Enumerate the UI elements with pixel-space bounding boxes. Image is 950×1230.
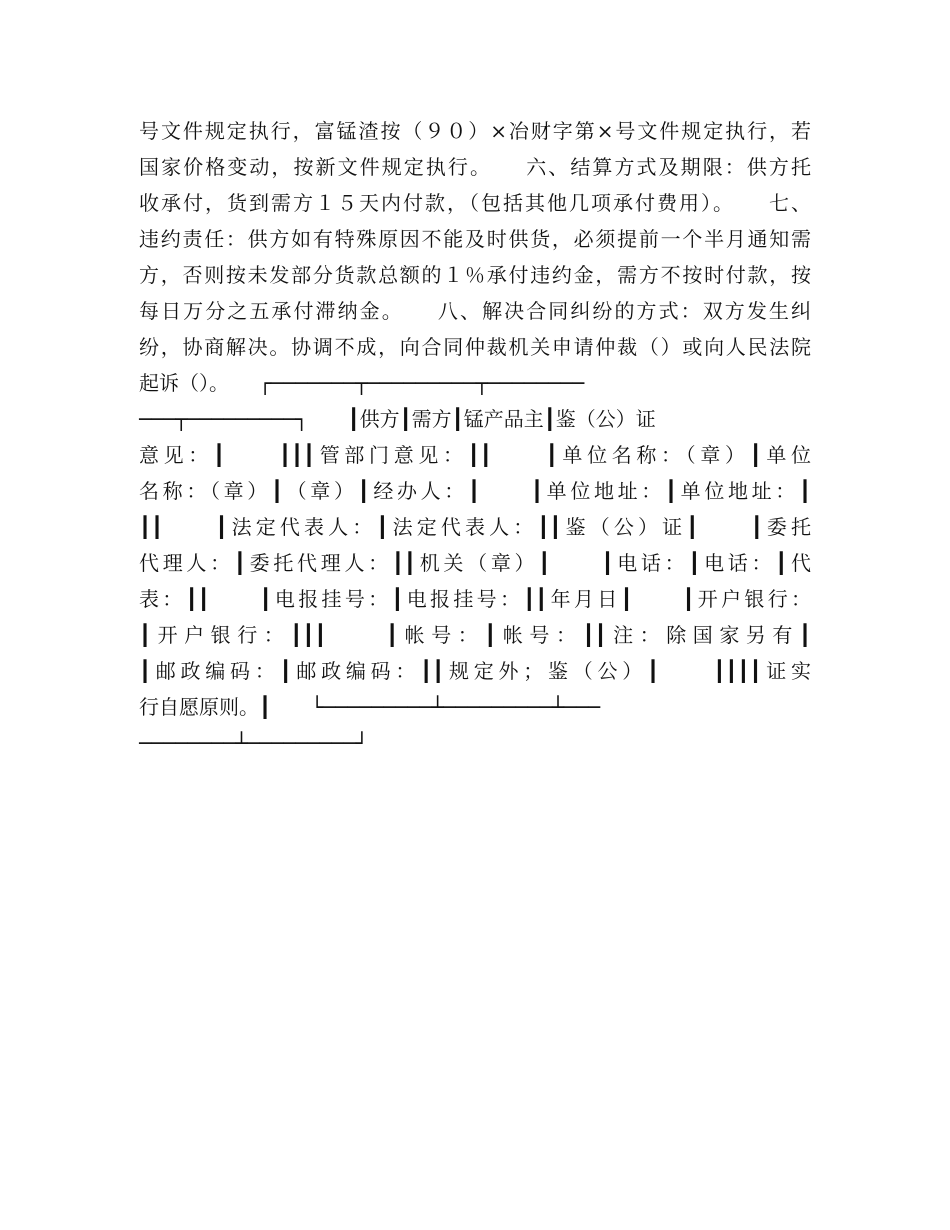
text-line-table-border: ───┬─────────┐ ┃供方┃需方┃锰产品主┃鉴（公）证: [139, 407, 656, 431]
text-line-table-border: 起诉（）。 ┌───────┬─────────┬────────: [139, 371, 585, 395]
text-line: 方，否则按未发部分货款总额的１％承付违约金，需方不按时付款，按: [139, 263, 811, 287]
text-line: 纷，协商解决。协调不成，向合同仲裁机关申请仲裁（）或向人民法院: [139, 335, 811, 359]
text-line: 表：┃┃ ┃电报挂号：┃电报挂号：┃┃年月日┃ ┃开户银行：: [139, 587, 811, 611]
text-line: 违约责任：供方如有特殊原因不能及时供货，必须提前一个半月通知需: [139, 227, 811, 251]
text-line: 名称：（章）┃（章）┃经办人：┃ ┃单位地址：┃单位地址：┃: [139, 479, 811, 503]
text-line-table-border: 行自愿原则。┃ └─────────┴─────────┴───: [139, 695, 601, 719]
text-line-table-border: ────────┴─────────┘: [139, 731, 368, 755]
text-line: 号文件规定执行，富锰渣按（９０）×冶财字第×号文件规定执行，若: [139, 119, 811, 143]
text-line: ┃┃ ┃法定代表人：┃法定代表人：┃┃鉴（公）证┃ ┃委托: [139, 515, 811, 539]
text-line: 意见：┃ ┃┃┃管部门意见：┃┃ ┃单位名称：（章）┃单位: [139, 443, 811, 467]
contract-body-text: [139, 113, 819, 761]
text-line: 每日万分之五承付滞纳金。 八、解决合同纠纷的方式：双方发生纠: [139, 299, 811, 323]
text-line: ┃邮政编码：┃邮政编码：┃┃规定外；鉴（公）┃ ┃┃┃┃证实: [139, 659, 811, 683]
text-line: 代理人：┃委托代理人：┃┃机关（章）┃ ┃电话：┃电话：┃代: [139, 551, 811, 575]
text-line: 收承付，货到需方１５天内付款，（包括其他几项承付费用）。 七、: [139, 191, 811, 215]
text-line: ┃开户银行：┃┃┃ ┃帐号：┃帐号：┃┃注：除国家另有┃: [139, 623, 811, 647]
text-line: 国家价格变动，按新文件规定执行。 六、结算方式及期限：供方托: [139, 155, 811, 179]
